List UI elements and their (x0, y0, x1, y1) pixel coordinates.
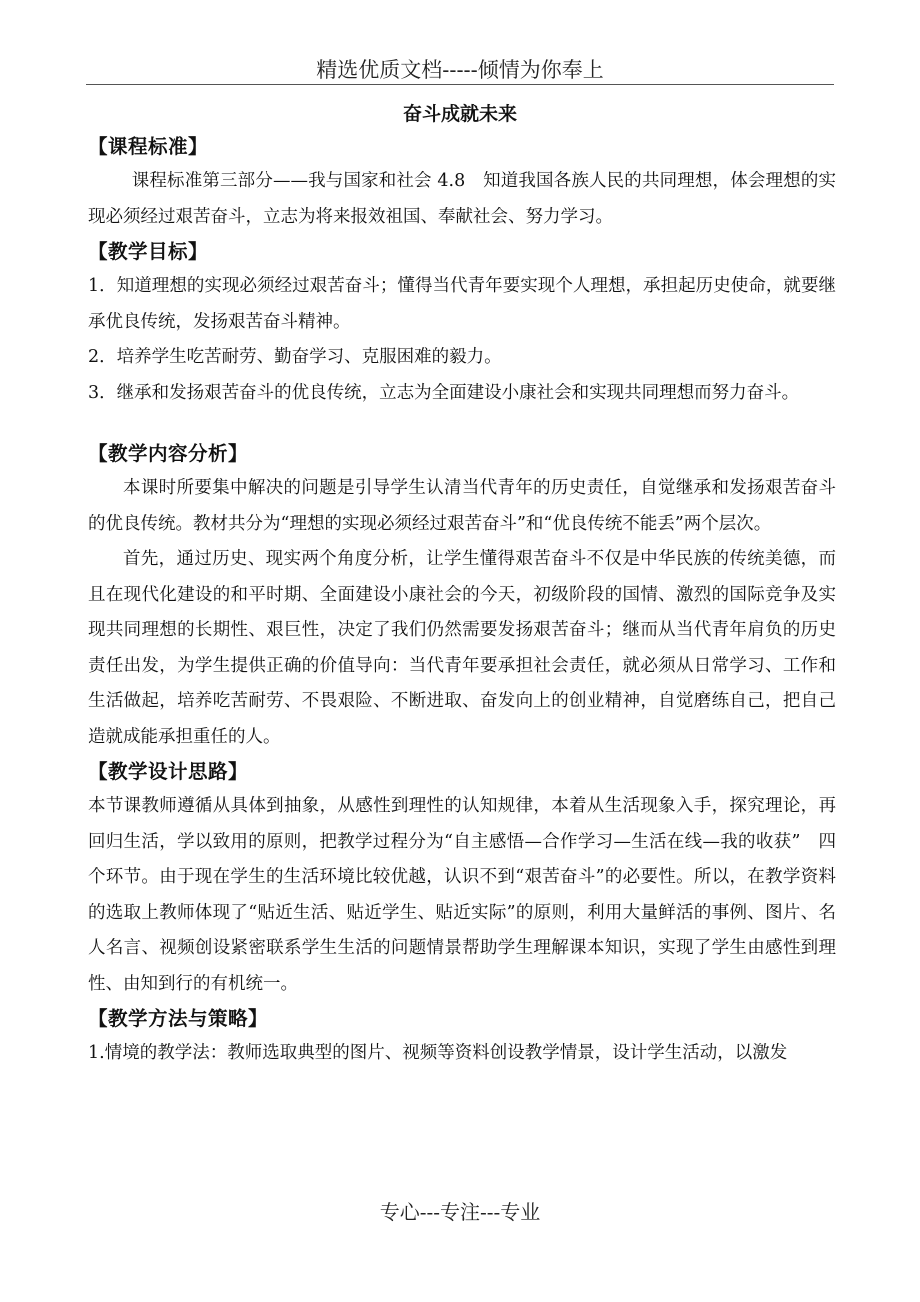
standard-text: 课程标准第三部分——我与国家和社会 4.8 知道我国各族人民的共同理想，体会理想的实现必须经过艰苦奋斗，立志为将来报效祖国、奉献社会、努力学习。 (88, 171, 836, 227)
design-text: 本节课教师遵循从具体到抽象，从感性到理性的认知规律，本着从生活现象入手，探究理论，再回归生活，学以致用的原则，把教学过程分为“自主感悟—合作学习—生活在线—我的收获” 四个环节。由于现在学生的生活环境比较优越，认识不到“艰苦奋斗”的必要性。所以，在教学资料的选取上教师体现了“贴近生活、贴近学生、贴近实际”的原则，利用大量鲜活的事例、图片、名人名言、视频创设紧密联系学生生活的问题情景帮助学生理解课本知识，实现了学生由感性到理性、由知到行的有机统一。 (88, 796, 836, 994)
method-item-1: 1.情境的教学法：教师选取典型的图片、视频等资料创设教学情景，设计学生活动，以激发 (88, 1043, 788, 1063)
section-heading-design: 【教学设计思路】 (88, 760, 249, 783)
section-spacer (88, 411, 836, 437)
goal-item-3: 3．继承和发扬艰苦奋斗的优良传统，立志为全面建设小康社会和实现共同理想而努力奋斗。 (88, 382, 800, 403)
section-heading-standard: 【课程标准】 (88, 135, 209, 158)
goal-item-1: 1．知道理想的实现必须经过艰苦奋斗；懂得当代青年要实现个人理想，承担起历史使命，就要继承优良传统，发扬艰苦奋斗精神。 (88, 276, 836, 332)
goal-item-2: 2．培养学生吃苦耐劳、勤奋学习、克服困难的毅力。 (88, 347, 502, 367)
section-heading-analysis: 【教学内容分析】 (88, 442, 249, 465)
document-title: 奋斗成就未来 (402, 103, 517, 125)
analysis-paragraph-1: 本课时所要集中解决的问题是引导学生认清当代青年的历史责任，自觉继承和发扬艰苦奋斗的优良传统。教材共分为“理想的实现必须经过艰苦奋斗”和“优良传统不能丢”两个层次。 (88, 478, 836, 534)
section-heading-methods: 【教学方法与策略】 (88, 1007, 269, 1030)
page-header: 精选优质文档-----倾情为你奉上 (316, 58, 604, 82)
page-footer: 专心---专注---专业 (379, 1200, 541, 1224)
analysis-paragraph-2: 首先，通过历史、现实两个角度分析，让学生懂得艰苦奋斗不仅是中华民族的传统美德，而且在现代化建设的和平时期、全面建设小康社会的今天，初级阶段的国情、激烈的国际竞争及实现共同理想的长期性、艰巨性，决定了我们仍然需要发扬艰苦奋斗；继而从当代青年肩负的历史责任出发，为学生提供正确的价值导向：当代青年要承担社会责任，就必须从日常学习、工作和生活做起，培养吃苦耐劳、不畏艰险、不断进取、奋发向上的创业精神，自觉磨练自己，把自己造就成能承担重任的人。 (88, 549, 836, 747)
document-body (88, 130, 836, 1072)
header-divider (86, 84, 834, 85)
section-heading-goals: 【教学目标】 (88, 240, 209, 263)
